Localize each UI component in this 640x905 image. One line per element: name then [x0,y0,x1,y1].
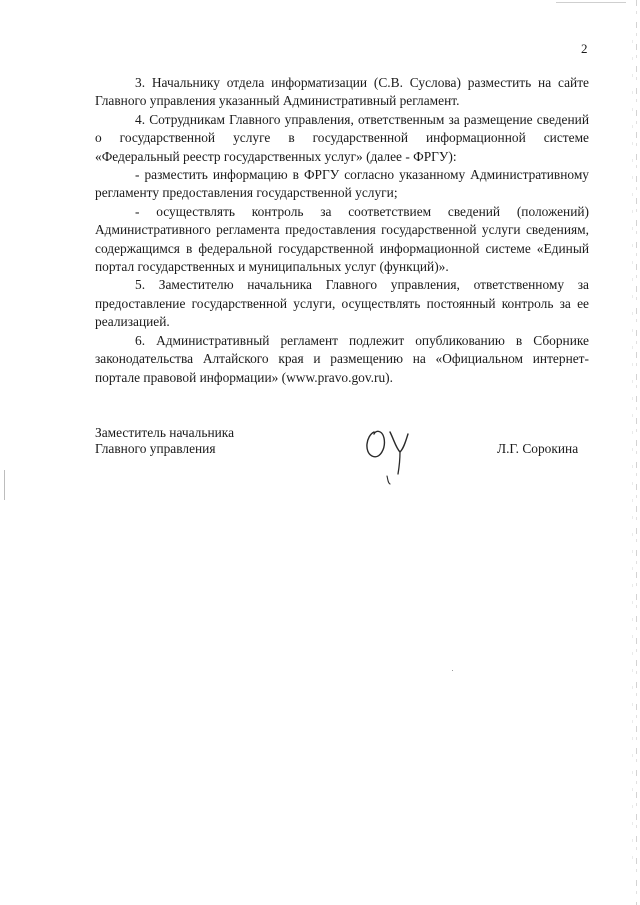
handwritten-signature [360,418,420,488]
scan-edge-artifact [636,0,637,905]
scan-edge-artifact [632,40,633,860]
signatory-position-line2: Главного управления [95,441,216,456]
signatory-position [95,425,234,457]
document-body [95,74,589,387]
signatory-name: Л.Г. Сорокина [497,441,579,456]
paragraph-item-5: 5. Заместителю начальника Главного управления, ответственному за предоставление государственной услуги, осуществлять постоянный контроль за ее реализацией. [95,277,589,330]
paragraph-item-4: 4. Сотрудникам Главного управления, ответственным за размещение сведений о государственной услуге в государственной информационной системе «Федеральный реестр государственных услуг» (далее - ФРГУ): [95,111,589,164]
scan-edge-artifact [556,2,626,3]
signatory-position-line1: Заместитель начальника [95,425,235,440]
paragraph-item-3: 3. Начальнику отдела информатизации (С.В. Суслова) разместить на сайте Главного управления указанный Административный регламент. [95,75,589,109]
scan-speck [452,670,453,671]
scan-edge-artifact [4,470,5,500]
paragraph-item-6: 6. Административный регламент подлежит опубликованию в Сборнике законодательства Алтайского края и размещению на «Официальном интернет-портале правовой информации» (www.pravo.gov.ru). [95,332,589,385]
paragraph-subitem-place-info: - разместить информацию в ФРГУ согласно указанному Административному регламенту предоставления государственной услуги; [95,167,589,201]
page-number: 2 [581,41,588,56]
paragraph-subitem-control: - осуществлять контроль за соответствием сведений (положений) Административного регламента предоставления государственной услуги сведениям, содержащимся в федеральной государственной информационной системе «Единый портал государственных и муниципальных услуг (функций)». [95,203,589,275]
